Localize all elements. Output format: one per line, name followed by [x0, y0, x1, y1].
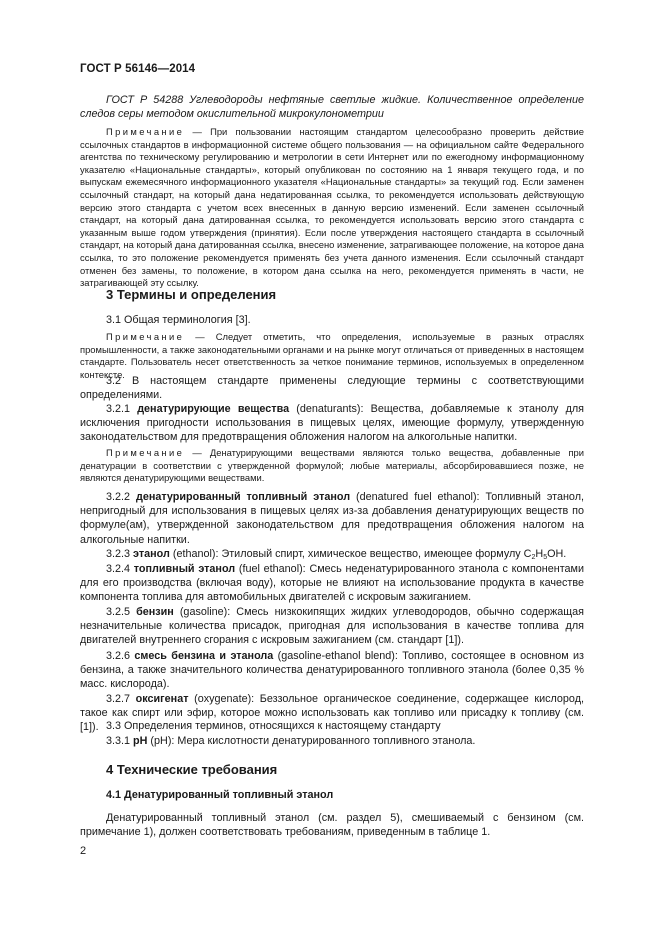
note-label: Примечание — [106, 126, 185, 137]
paragraph: 3.3 Определения терминов, относящихся к настоящему стандарту — [106, 720, 441, 732]
term-name: смесь бензина и этанола — [134, 650, 274, 662]
subsection-title: 4.1 Денатурированный топливный этанол — [106, 789, 334, 801]
note-paragraph — [80, 447, 584, 485]
term-paragraph — [80, 547, 584, 561]
note-label: Примечание — [106, 447, 185, 458]
term-paragraph — [80, 402, 584, 445]
formula-subscript: 2 — [531, 554, 536, 561]
term-number: 3.2.3 — [106, 548, 134, 560]
standard-header: ГОСТ Р 56146—2014 — [80, 63, 196, 75]
formula-subscript: 5 — [543, 554, 548, 561]
term-3-2-3 — [80, 547, 584, 561]
page-number: 2 — [80, 845, 87, 857]
term-paragraph — [80, 490, 584, 547]
clause-4-1-text — [80, 811, 584, 839]
term-paragraph — [80, 562, 584, 605]
clause-3-3 — [80, 719, 584, 733]
note-text: — Следует отметить, что определения, используемые в разных отраслях промышленности, а также законодательными органами и на рынке могут отличаться от приведенных в настоящем стандарте. Пользователь несет ответственность за четкое понимание терминов, используемых в определенном контексте. — [80, 331, 584, 380]
paragraph: 3.1 Общая терминология [3]. — [106, 314, 251, 326]
term-3-2-4 — [80, 562, 584, 605]
term-definition: (pH): Мера кислотности денатурированного топливного этанола. — [147, 735, 476, 747]
note-text: — При пользовании настоящим стандартом целесообразно проверить действие ссылочных стандартов в информационной системе общего пользования — на официальном сайте Федерального агентства по техническому регулированию и метрологии в сети Интернет или по ежегодному информационному указателю «Национальные стандарты», который опубликован по состоянию на 1 января текущего года, и по выпускам ежемесячного информационного указателя «Национальные стандарты» за текущий год. Если заменен ссылочный стандарт, на который дана недатированная ссылка, то рекомендуется использовать действующую версию этого стандарта с учетом всех внесенных в данную версию изменений. Если заменен ссылочный стандарт, на который дана датированная ссылка, то рекомендуется использовать версию этого стандарта с указанным выше годом утверждения (принятия). Если после утверждения настоящего стандарта в ссылочный стандарт, на который дана датированная ссылка, внесено изменение, затрагивающее положение, на которое дана ссылка, то это положение рекомендуется применять без учета данного изменения. Если ссылочный стандарт отменен без замены, то положение, в котором дана ссылка на него, рекомендуется применять в части, не затрагивающей эту ссылку. — [80, 126, 584, 289]
term-name: этанол — [133, 548, 170, 560]
reference-text: ГОСТ Р 54288 Углеводороды нефтяные светлые жидкие. Количественное определение следов серы методом окислительной микрокулонометрии — [80, 94, 584, 120]
term-3-2-2 — [80, 490, 584, 547]
term-name: топливный этанол — [133, 563, 236, 575]
term-number: 3.2.7 — [106, 693, 136, 705]
term-name: бензин — [136, 606, 174, 618]
term-paragraph — [80, 649, 584, 692]
reference-entry — [80, 93, 584, 121]
term-name: pH — [133, 735, 148, 747]
note-block-1 — [80, 126, 584, 290]
term-paragraph — [80, 605, 584, 648]
term-number: 3.3.1 — [106, 735, 134, 747]
note-block-3 — [80, 447, 584, 485]
term-number: 3.2.2 — [106, 491, 136, 503]
term-3-2-6 — [80, 649, 584, 692]
section-4-heading — [80, 762, 584, 777]
term-3-2-5 — [80, 605, 584, 648]
term-definition: (denaturants): Вещества, добавляемые к этанолу для исключения пригодности использования в пищевых целях, имеющие формулу, утвержденную законодательством для предотвращения обложения налогом на алкогольные напитки. — [80, 403, 585, 444]
term-3-3-1 — [80, 734, 584, 748]
term-paragraph — [80, 734, 584, 748]
term-number: 3.2.4 — [106, 563, 134, 575]
paragraph: Денатурированный топливный этанол (см. раздел 5), смешиваемый с бензином (см. примечание 1), должен соответствовать требованиям, приведенным в таблице 1. — [80, 812, 584, 839]
term-number: 3.2.6 — [106, 650, 135, 662]
term-name: оксигенат — [135, 693, 189, 705]
formula-part: H — [535, 548, 544, 560]
term-definition: (ethanol): Этиловый спирт, химическое вещество, имеющее формулу C — [169, 548, 532, 560]
term-definition: (fuel ethanol): Смесь неденатурированного этанола с компонентами для его производства (включая воду), которые не влияют на использование продукта в качестве компонента топлива для автомобильных двигателей с искровым зажиганием. — [80, 563, 585, 604]
formula-part: OH. — [547, 548, 567, 560]
term-number: 3.2.1 — [106, 403, 138, 415]
subsection-4-1-heading — [80, 789, 584, 801]
note-paragraph — [80, 126, 584, 290]
clause-3-1 — [80, 313, 584, 327]
term-definition: (gasoline-ethanol blend): Топливо, состоящее в основном из бензина, а также значительного количества денатурированного топливного этанола (более 0,35 % масс. кислорода). — [80, 650, 584, 691]
term-definition: (gasoline): Смесь низкокипящих жидких углеводородов, обычно содержащая незначительные количества присадок, пригодная для использования в качестве топлива для двигателей внутреннего сгорания с искровым зажиганием (см. стандарт [1]). — [80, 606, 585, 647]
term-number: 3.2.5 — [106, 606, 137, 618]
note-label: Примечание — [106, 331, 185, 342]
term-definition: (denatured fuel ethanol): Топливный этанол, непригодный для использования в пищевых целях из-за добавления денатурирующих веществ по формуле(ам), утвержденной законодательством для предотвращения обложения налогом на алкогольные напитки. — [80, 491, 584, 546]
section-title: 3 Термины и определения — [106, 287, 277, 302]
term-3-2-1 — [80, 402, 584, 445]
section-title: 4 Технические требования — [106, 762, 278, 777]
note-text: — Денатурирующими веществами являются только вещества, добавленные при денатурации в соответствии с утвержденной формулой; любые материалы, абсорбировавшиеся позже, не являются денатурирующими веществами. — [80, 447, 584, 484]
section-3-heading — [80, 287, 584, 302]
clause-3-2 — [80, 374, 584, 402]
term-definition: (oxygenate): Беззольное органическое соединение, содержащее кислород, такое как спирт или эфир, которое можно использовать как топливо или присадку к топливу (см. [1]). — [80, 693, 584, 734]
term-name: денатурированный топливный этанол — [135, 491, 351, 503]
term-name: денатурирующие вещества — [137, 403, 290, 415]
paragraph: 3.2 В настоящем стандарте применены следующие термины с соответствующими определениями. — [80, 375, 584, 402]
